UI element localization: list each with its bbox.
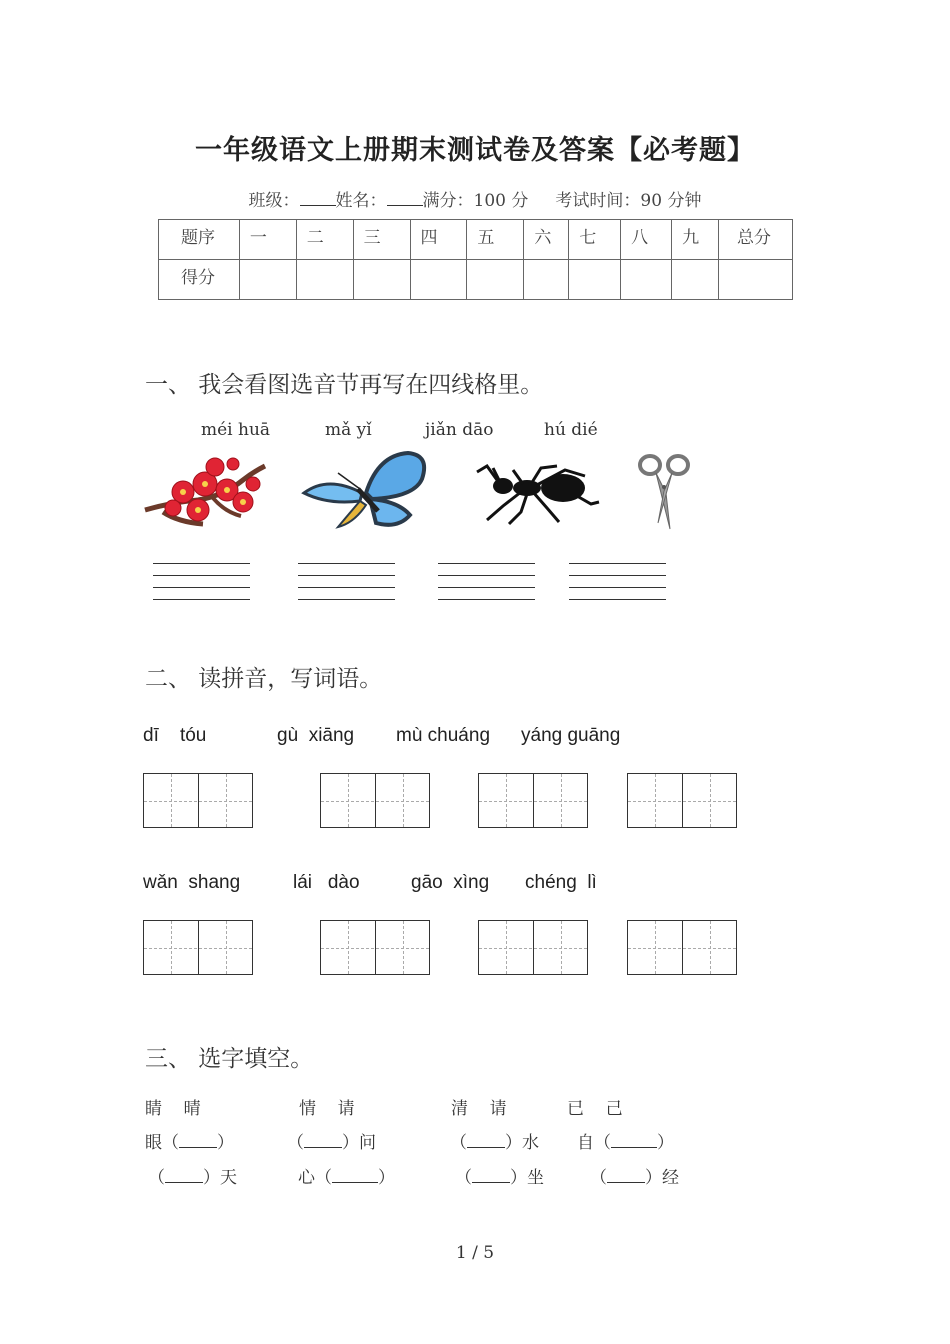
fill-blank[interactable] xyxy=(179,1135,217,1148)
table-row xyxy=(159,260,793,300)
fill-blank[interactable] xyxy=(467,1135,505,1148)
table-cell: 九 xyxy=(672,220,719,260)
four-line-grid[interactable] xyxy=(438,563,535,599)
fill-prefix: （ xyxy=(148,1168,165,1188)
fill-suffix: ）经 xyxy=(645,1168,679,1188)
ant-icon xyxy=(473,462,601,528)
pinyin-label: dī tóu xyxy=(143,725,207,746)
table-row xyxy=(159,220,793,260)
fill-suffix: ） xyxy=(378,1168,395,1188)
butterfly-icon xyxy=(298,449,434,531)
table-cell: 二 xyxy=(296,220,353,260)
fill-prefix: 眼（ xyxy=(145,1133,179,1153)
four-line-grid[interactable] xyxy=(153,563,250,599)
table-cell: 八 xyxy=(621,220,672,260)
fill-item xyxy=(450,1128,539,1153)
pinyin-label: wǎn shang xyxy=(143,872,241,893)
score-cell[interactable] xyxy=(467,260,524,300)
pinyin-label: méi huā xyxy=(201,420,271,440)
fill-suffix: ）水 xyxy=(505,1133,539,1153)
fill-suffix: ）天 xyxy=(203,1168,237,1188)
fill-blank[interactable] xyxy=(165,1170,203,1183)
four-line-grid[interactable] xyxy=(298,563,395,599)
fill-suffix: ） xyxy=(217,1133,234,1153)
char-choices: 已 己 xyxy=(567,1099,623,1119)
score-cell[interactable] xyxy=(569,260,621,300)
section-1-title: 一、 我会看图选音节再写在四线格里。 xyxy=(145,372,544,398)
pinyin-label: gāo xìng xyxy=(411,872,490,893)
scissors-icon xyxy=(636,453,692,531)
table-cell: 得分 xyxy=(159,260,240,300)
tian-zi-grid[interactable] xyxy=(143,773,253,828)
table-cell: 题序 xyxy=(159,220,240,260)
table-cell: 六 xyxy=(524,220,569,260)
table-cell: 总分 xyxy=(719,220,793,260)
score-cell[interactable] xyxy=(621,260,672,300)
pinyin-label: jiǎn dāo xyxy=(425,420,494,440)
pinyin-label: mù chuáng xyxy=(396,725,491,746)
fill-blank[interactable] xyxy=(611,1135,657,1148)
class-label: 班级： xyxy=(248,191,300,211)
fill-suffix: ） xyxy=(657,1133,674,1153)
score-cell[interactable] xyxy=(239,260,296,300)
fill-item xyxy=(590,1163,679,1188)
fill-prefix: （ xyxy=(450,1133,467,1153)
plum-blossom-icon xyxy=(143,452,269,532)
char-choices: 睛 晴 xyxy=(145,1099,201,1119)
tian-zi-grid[interactable] xyxy=(320,920,430,975)
score-cell[interactable] xyxy=(353,260,410,300)
fill-item xyxy=(577,1128,674,1153)
exam-time: 考试时间：90 分钟 xyxy=(555,191,702,211)
fill-blank[interactable] xyxy=(472,1170,510,1183)
tian-zi-grid[interactable] xyxy=(143,920,253,975)
pinyin-label: yáng guāng xyxy=(521,725,621,746)
table-cell: 七 xyxy=(569,220,621,260)
fill-prefix: （ xyxy=(455,1168,472,1188)
score-cell[interactable] xyxy=(672,260,719,300)
score-cell[interactable] xyxy=(410,260,467,300)
class-blank[interactable] xyxy=(300,191,336,206)
fill-prefix: 心（ xyxy=(298,1168,332,1188)
name-label: 姓名： xyxy=(335,191,387,211)
char-choices: 情 请 xyxy=(299,1099,355,1119)
tian-zi-grid[interactable] xyxy=(627,920,737,975)
pinyin-label: mǎ yǐ xyxy=(325,420,372,440)
fill-prefix: （ xyxy=(287,1133,304,1153)
tian-zi-grid[interactable] xyxy=(478,773,588,828)
name-blank[interactable] xyxy=(387,191,423,206)
page-number: 1 / 5 xyxy=(455,1243,495,1263)
fill-item xyxy=(145,1128,234,1153)
table-cell: 三 xyxy=(353,220,410,260)
fill-suffix: ）问 xyxy=(342,1133,376,1153)
char-choices: 清 请 xyxy=(451,1099,507,1119)
table-cell: 一 xyxy=(239,220,296,260)
score-cell[interactable] xyxy=(524,260,569,300)
fill-blank[interactable] xyxy=(607,1170,645,1183)
fill-prefix: （ xyxy=(590,1168,607,1188)
fill-item xyxy=(455,1163,544,1188)
table-cell: 五 xyxy=(467,220,524,260)
fill-suffix: ）坐 xyxy=(510,1168,544,1188)
score-cell[interactable] xyxy=(296,260,353,300)
exam-info xyxy=(0,186,950,211)
pinyin-label: lái dào xyxy=(293,872,360,893)
table-cell: 四 xyxy=(410,220,467,260)
fill-blank[interactable] xyxy=(332,1170,378,1183)
fill-item xyxy=(287,1128,376,1153)
score-table xyxy=(158,219,793,300)
fill-prefix: 自（ xyxy=(577,1133,611,1153)
four-line-grid[interactable] xyxy=(569,563,666,599)
tian-zi-grid[interactable] xyxy=(320,773,430,828)
section-2-title: 二、 读拼音，写词语。 xyxy=(145,666,383,692)
section-3-title: 三、 选字填空。 xyxy=(145,1046,314,1072)
score-cell[interactable] xyxy=(719,260,793,300)
page-title: 一年级语文上册期末测试卷及答案【必考题】 xyxy=(195,135,755,166)
fill-item xyxy=(148,1163,237,1188)
tian-zi-grid[interactable] xyxy=(627,773,737,828)
tian-zi-grid[interactable] xyxy=(478,920,588,975)
fill-item xyxy=(298,1163,395,1188)
pinyin-label: hú dié xyxy=(544,420,598,440)
pinyin-label: gù xiāng xyxy=(277,725,355,746)
pinyin-label: chéng lì xyxy=(525,872,597,893)
full-score: 满分：100 分 xyxy=(422,191,529,211)
fill-blank[interactable] xyxy=(304,1135,342,1148)
